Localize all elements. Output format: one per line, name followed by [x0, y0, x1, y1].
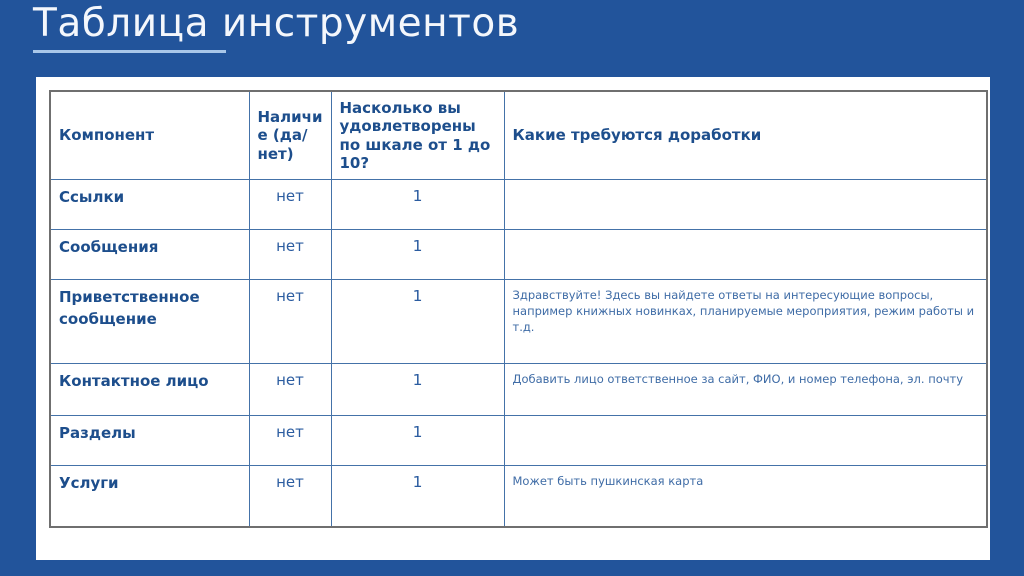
- component-cell: Ссылки: [50, 180, 249, 230]
- notes-cell: [504, 180, 987, 230]
- table-row: [50, 180, 987, 230]
- availability-cell: нет: [249, 280, 331, 364]
- score-cell: 1: [331, 364, 504, 416]
- column-header-improvements: Какие требуются доработки: [504, 91, 987, 180]
- score-cell: 1: [331, 416, 504, 466]
- table-row: [50, 364, 987, 416]
- component-cell: Сообщения: [50, 230, 249, 280]
- score-cell: 1: [331, 230, 504, 280]
- table-row: [50, 466, 987, 527]
- tools-table: [49, 90, 988, 528]
- title-accent-underline: [33, 50, 226, 53]
- notes-cell: Может быть пушкинская карта: [504, 466, 987, 527]
- table-row: [50, 416, 987, 466]
- table-row: [50, 280, 987, 364]
- score-cell: 1: [331, 180, 504, 230]
- availability-cell: нет: [249, 416, 331, 466]
- notes-cell: [504, 416, 987, 466]
- availability-cell: нет: [249, 230, 331, 280]
- component-cell: Услуги: [50, 466, 249, 527]
- score-cell: 1: [331, 466, 504, 527]
- header-row: [50, 91, 987, 180]
- availability-cell: нет: [249, 466, 331, 527]
- notes-cell: [504, 230, 987, 280]
- score-cell: 1: [331, 280, 504, 364]
- availability-cell: нет: [249, 180, 331, 230]
- content-panel: [36, 77, 990, 560]
- component-cell: Разделы: [50, 416, 249, 466]
- component-cell: Приветственное сообщение: [50, 280, 249, 364]
- table-row: [50, 230, 987, 280]
- column-header-satisfaction: Насколько вы удовлетворены по шкале от 1 до 10?: [331, 91, 504, 180]
- column-header-availability: Наличие (да/нет): [249, 91, 331, 180]
- notes-cell: Здравствуйте! Здесь вы найдете ответы на интересующие вопросы, например книжных новинках, планируемые мероприятия, режим работы и т.д.: [504, 280, 987, 364]
- availability-cell: нет: [249, 364, 331, 416]
- column-header-component: Компонент: [50, 91, 249, 180]
- component-cell: Контактное лицо: [50, 364, 249, 416]
- notes-cell: Добавить лицо ответственное за сайт, ФИО, и номер телефона, эл. почту: [504, 364, 987, 416]
- slide-title: Таблица инструментов: [33, 1, 520, 46]
